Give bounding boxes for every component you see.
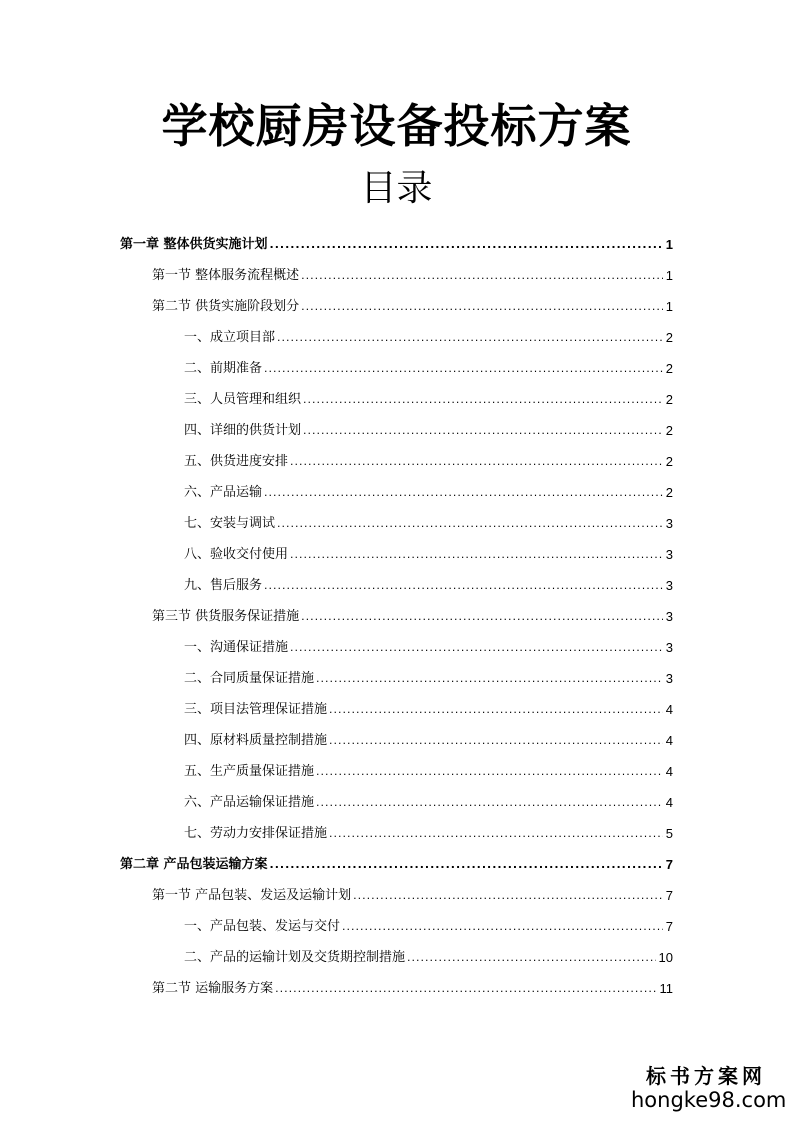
toc-entry-page: 1 <box>665 268 673 283</box>
toc-entry-page: 2 <box>665 392 673 407</box>
toc-entry[interactable] <box>184 625 673 656</box>
toc-entry[interactable] <box>184 501 673 532</box>
toc-entry-page: 5 <box>665 826 673 841</box>
toc-entry[interactable] <box>184 935 673 966</box>
toc-entry[interactable] <box>184 532 673 563</box>
toc-entry[interactable] <box>152 253 673 284</box>
toc-dot-leader <box>270 237 663 253</box>
toc-entry-label: 三、人员管理和组织 <box>184 392 302 407</box>
toc-entry-page: 3 <box>665 671 673 686</box>
document-title: 学校厨房设备投标方案 <box>161 99 632 153</box>
toc-dot-leader <box>329 733 663 749</box>
toc-entry-label: 二、合同质量保证措施 <box>184 671 315 686</box>
toc-dot-leader <box>270 857 663 873</box>
toc-entry[interactable] <box>184 718 673 749</box>
toc-entry-label: 六、产品运输 <box>184 485 263 500</box>
toc-entry-page: 4 <box>665 764 673 779</box>
toc-entry[interactable] <box>152 873 673 904</box>
toc-entry-page: 7 <box>665 919 673 934</box>
toc-entry-label: 第三节 供货服务保证措施 <box>152 609 300 624</box>
toc-entry-page: 1 <box>665 237 673 252</box>
toc-entry-label: 第二章 产品包装运输方案 <box>120 857 268 872</box>
toc-entry-label: 四、详细的供货计划 <box>184 423 302 438</box>
toc-entry-label: 七、安装与调试 <box>184 516 276 531</box>
toc-entry-label: 五、生产质量保证措施 <box>184 764 315 779</box>
toc-dot-leader <box>303 392 663 408</box>
toc-entry[interactable] <box>152 284 673 315</box>
toc-entry-label: 六、产品运输保证措施 <box>184 795 315 810</box>
toc-entry[interactable] <box>184 687 673 718</box>
toc-entry-page: 4 <box>665 733 673 748</box>
toc-entry-page: 3 <box>665 640 673 655</box>
toc-entry[interactable] <box>152 966 673 997</box>
toc-dot-leader <box>277 330 663 346</box>
toc-dot-leader <box>264 361 663 377</box>
toc-dot-leader <box>329 702 663 718</box>
toc-entry[interactable] <box>120 842 673 873</box>
toc-entry-label: 第二节 运输服务方案 <box>152 981 274 996</box>
toc-dot-leader <box>353 888 663 904</box>
toc-dot-leader <box>290 640 663 656</box>
toc-entry[interactable] <box>184 904 673 935</box>
toc-entry[interactable] <box>184 470 673 501</box>
toc-entry[interactable] <box>184 656 673 687</box>
toc-entry-page: 4 <box>665 795 673 810</box>
toc-dot-leader <box>316 671 663 687</box>
toc-entry-page: 3 <box>665 547 673 562</box>
toc-entry-page: 7 <box>665 857 673 872</box>
toc-entry[interactable] <box>120 222 673 253</box>
toc-entry[interactable] <box>152 594 673 625</box>
toc-entry-page: 3 <box>665 516 673 531</box>
toc-entry-page: 3 <box>665 609 673 624</box>
toc-heading: 目录 <box>360 168 433 209</box>
toc-entry-label: 一、产品包装、发运与交付 <box>184 919 341 934</box>
toc-entry-label: 九、售后服务 <box>184 578 263 593</box>
toc-entry-label: 二、前期准备 <box>184 361 263 376</box>
toc-dot-leader <box>342 919 663 935</box>
toc-entry-page: 7 <box>665 888 673 903</box>
toc-entry-page: 2 <box>665 361 673 376</box>
toc-entry-label: 第一节 产品包装、发运及运输计划 <box>152 888 352 903</box>
toc-entry[interactable] <box>184 346 673 377</box>
toc-dot-leader <box>301 299 663 315</box>
watermark-url: hongke98.com <box>631 1088 787 1112</box>
toc-dot-leader <box>301 268 663 284</box>
watermark <box>631 1064 787 1112</box>
toc-entry-page: 2 <box>665 454 673 469</box>
toc-entry-label: 第二节 供货实施阶段划分 <box>152 299 300 314</box>
toc-entry-page: 2 <box>665 423 673 438</box>
toc-entry-page: 11 <box>659 981 673 996</box>
toc-entry[interactable] <box>184 749 673 780</box>
toc-dot-leader <box>303 423 663 439</box>
toc-entry-page: 3 <box>665 578 673 593</box>
toc-entry-label: 第一章 整体供货实施计划 <box>120 237 268 252</box>
watermark-cn: 标书方案网 <box>646 1064 766 1088</box>
toc-entry[interactable] <box>184 811 673 842</box>
toc-entry-page: 1 <box>665 299 673 314</box>
toc-entry-label: 七、劳动力安排保证措施 <box>184 826 328 841</box>
toc-entry[interactable] <box>184 439 673 470</box>
toc-dot-leader <box>316 795 663 811</box>
toc-entry-label: 二、产品的运输计划及交货期控制措施 <box>184 950 406 965</box>
toc-entry-label: 三、项目法管理保证措施 <box>184 702 328 717</box>
toc-dot-leader <box>290 547 663 563</box>
toc-entry[interactable] <box>184 377 673 408</box>
toc-dot-leader <box>329 826 663 842</box>
toc-entry[interactable] <box>184 408 673 439</box>
toc-entry[interactable] <box>184 780 673 811</box>
toc-dot-leader <box>290 454 663 470</box>
toc-entry-label: 八、验收交付使用 <box>184 547 289 562</box>
toc-entry-label: 一、沟通保证措施 <box>184 640 289 655</box>
toc-entry-page: 10 <box>658 950 673 965</box>
toc-entry-label: 一、成立项目部 <box>184 330 276 345</box>
toc-entry-label: 第一节 整体服务流程概述 <box>152 268 300 283</box>
toc-dot-leader <box>301 609 663 625</box>
toc-dot-leader <box>277 516 663 532</box>
toc-dot-leader <box>275 981 656 997</box>
toc-entry-page: 2 <box>665 330 673 345</box>
toc-dot-leader <box>316 764 663 780</box>
toc-entry-page: 2 <box>665 485 673 500</box>
toc-dot-leader <box>407 950 656 966</box>
toc-entry[interactable] <box>184 563 673 594</box>
toc-entry-label: 五、供货进度安排 <box>184 454 289 469</box>
toc-dot-leader <box>264 485 663 501</box>
toc-entry[interactable] <box>184 315 673 346</box>
toc-entry-label: 四、原材料质量控制措施 <box>184 733 328 748</box>
toc-entry-page: 4 <box>665 702 673 717</box>
toc-dot-leader <box>264 578 663 594</box>
